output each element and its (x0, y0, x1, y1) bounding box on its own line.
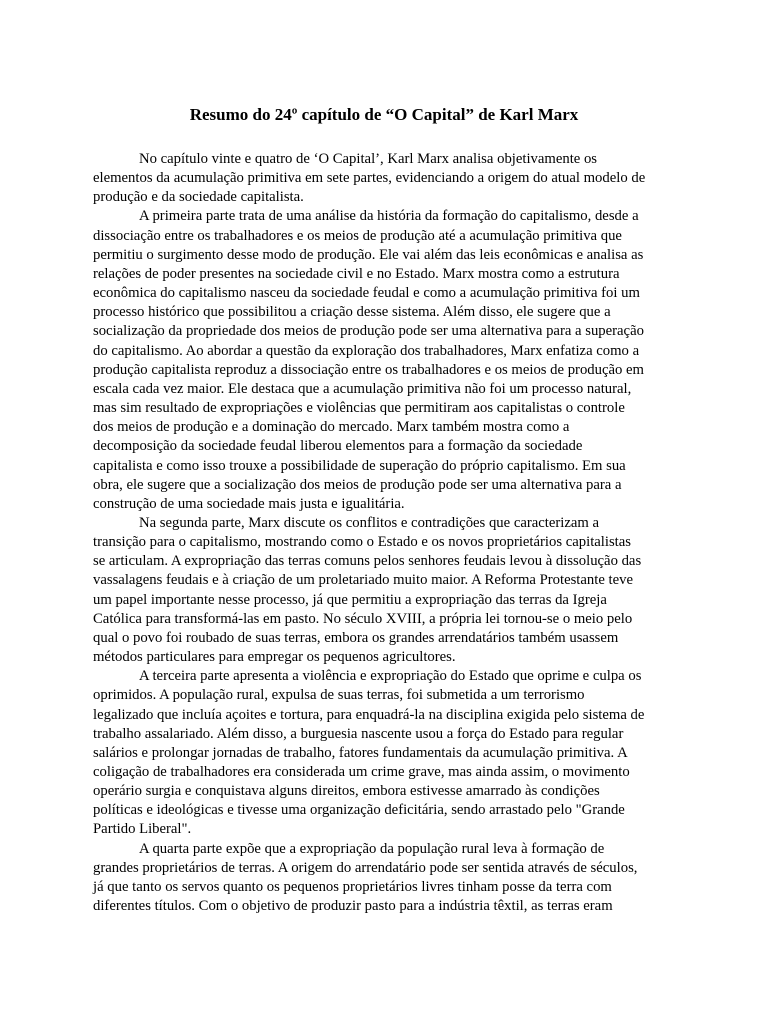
text-line: capitalista e como isso trouxe a possibilidade de superação do próprio capitalismo. Em sua (93, 457, 626, 474)
text-line: Partido Liberal". (93, 821, 192, 838)
text-line: já que tanto os servos quanto os pequenos proprietários livres tinham posse da terra com (93, 878, 612, 895)
text-line: A quarta parte expõe que a expropriação da população rural leva à formação de (139, 840, 605, 857)
text-line: operário surgia e conquistava alguns direitos, embora estivesse amarrado às condições (93, 783, 600, 800)
text-line: permitiu o surgimento desse modo de produção. Ele vai além das leis econômicas e analisa as (93, 246, 644, 263)
text-line: escala cada vez maior. Ele destaca que a acumulação primitiva não foi um processo natural, (93, 380, 632, 397)
text-line: No capítulo vinte e quatro de ‘O Capital’, Karl Marx analisa objetivamente os (139, 151, 598, 167)
text-line: dos meios de produção e a dominação do mercado. Marx também mostra como a (93, 419, 570, 436)
text-line: produção e da sociedade capitalista. (93, 189, 304, 206)
text-line: processo histórico que possibilitou a criação desse sistema. Além disso, ele sugere que a (93, 304, 611, 321)
text-line: produção capitalista reproduz a dissociação entre os trabalhadores e os meios de produção em (93, 361, 644, 378)
text-line: diferentes títulos. Com o objetivo de produzir pasto para a indústria têxtil, as terras eram (93, 898, 613, 915)
text-line: A primeira parte trata de uma análise da história da formação do capitalismo, desde a (139, 208, 639, 225)
text-line: métodos particulares para empregar os pequenos agricultores. (93, 649, 456, 666)
text-line: obra, ele sugere que a socialização dos meios de produção pode ser uma alternativa para a (93, 476, 622, 493)
text-line: mas sim resultado de expropriações e violências que permitiram aos capitalistas o controle (93, 400, 625, 417)
text-line: grandes proprietários de terras. A origem do arrendatário pode ser sentida através de séculos, (93, 859, 638, 876)
text-line: qual o povo foi roubado de suas terras, embora os grandes arrendatários também usassem (93, 629, 619, 646)
text-line: do capitalismo. Ao abordar a questão da exploração dos trabalhadores, Marx enfatiza como a (93, 342, 640, 359)
text-line: trabalho assalariado. Além disso, a burguesia nascente usou a força do Estado para regular (93, 725, 624, 742)
text-line: elementos da acumulação primitiva em sete partes, evidenciando a origem do atual modelo de (93, 170, 646, 187)
document-title: Resumo do 24º capítulo de “O Capital” de Karl Marx (189, 105, 579, 124)
text-line: legalizado que incluía açoites e tortura, para enquadrá-la na disciplina exigida pelo sistema de (93, 706, 645, 723)
text-line: decomposição da sociedade feudal liberou elementos para a formação da sociedade (93, 438, 583, 455)
document-body (93, 150, 693, 916)
text-line: construção de uma sociedade mais justa e igualitária. (93, 495, 405, 512)
text-line: um papel importante nesse processo, já que permitiu a expropriação das terras da Igreja (93, 591, 607, 608)
text-line: A terceira parte apresenta a violência e expropriação do Estado que oprime e culpa os (139, 668, 642, 685)
text-line: socialização da propriedade dos meios de produção pode ser uma alternativa para a superação (93, 323, 644, 340)
text-line: econômica do capitalismo nasceu da sociedade feudal e como a acumulação primitiva foi um (93, 285, 640, 302)
text-line: coligação de trabalhadores era considerada um crime grave, mas ainda assim, o movimento (93, 764, 630, 780)
text-line: dissociação entre os trabalhadores e os meios de produção até a acumulação primitiva que (93, 227, 622, 244)
text-line: oprimidos. A população rural, expulsa de suas terras, foi submetida a um terrorismo (93, 687, 585, 704)
text-line: Católica para transformá-las em pasto. No século XVIII, a própria lei tornou-se o meio pelo (93, 610, 633, 627)
text-line: transição para o capitalismo, mostrando como o Estado e os novos proprietários capitalistas (93, 534, 631, 551)
text-line: relações de poder presentes na sociedade civil e no Estado. Marx mostra como a estrutura (93, 265, 620, 282)
text-line: Na segunda parte, Marx discute os conflitos e contradições que caracterizam a (139, 514, 600, 531)
text-line: salários e prolongar jornadas de trabalho, fatores fundamentais da acumulação primitiva. A (93, 744, 628, 761)
text-line: se articulam. A expropriação das terras comuns pelos senhores feudais levou à dissolução das (93, 553, 642, 570)
text-line: vassalagens feudais e à criação de um proletariado muito maior. A Reforma Protestante teve (93, 572, 633, 589)
text-line: políticas e ideológicas e tivesse uma organização deficitária, sendo arrastado pelo "Grande (93, 802, 625, 819)
